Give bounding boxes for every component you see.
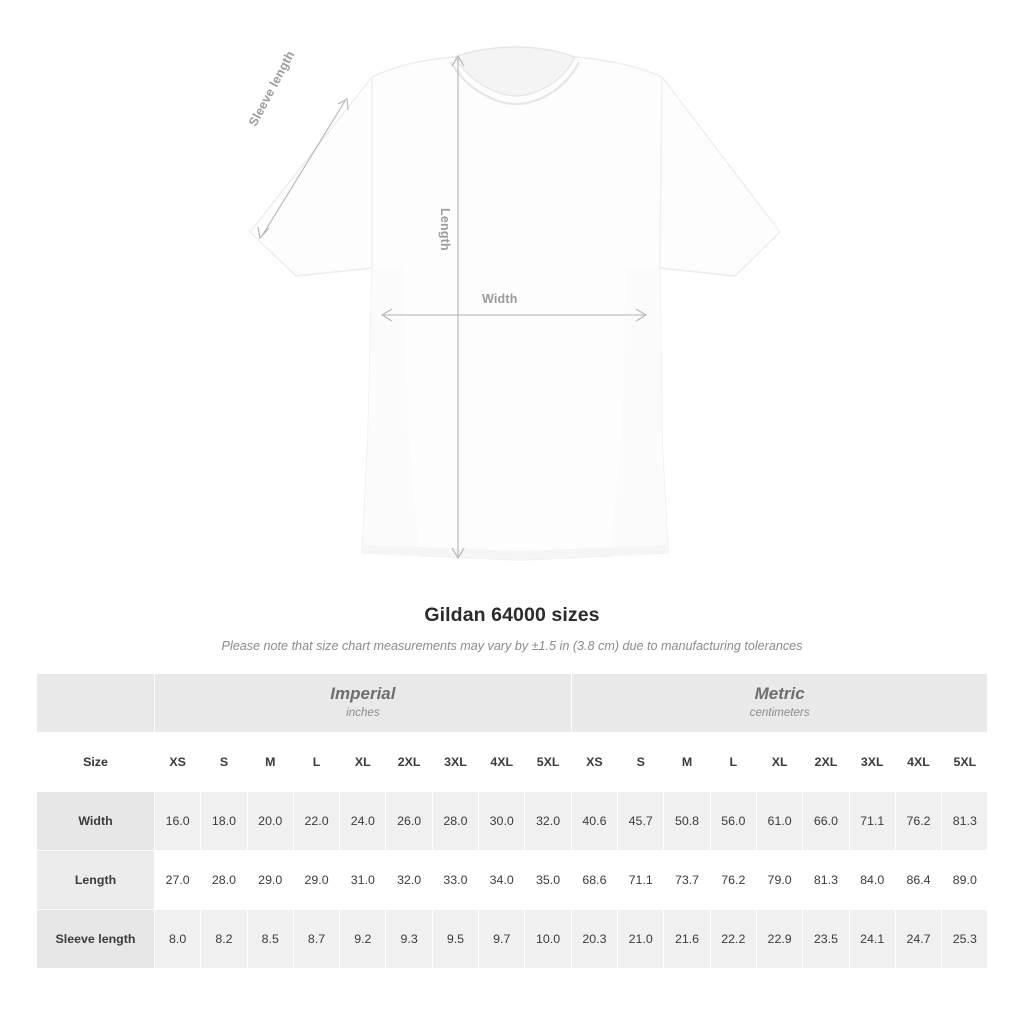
table-cell: 28.0 bbox=[201, 851, 247, 910]
unit-group-imperial bbox=[155, 674, 572, 733]
unit-name-metric: Metric bbox=[754, 684, 805, 704]
label-sleeve-length: Sleeve length bbox=[246, 48, 298, 129]
table-cell: 32.0 bbox=[525, 792, 571, 851]
size-header-cell: 3XL bbox=[432, 733, 478, 792]
table-cell: 50.8 bbox=[664, 792, 710, 851]
label-length: Length bbox=[438, 208, 452, 251]
size-header-cell: S bbox=[201, 733, 247, 792]
size-header-cell: XL bbox=[340, 733, 386, 792]
unit-sub-metric: centimeters bbox=[749, 706, 810, 720]
table-cell: 86.4 bbox=[895, 851, 941, 910]
size-label: Size bbox=[37, 733, 155, 792]
table-cell: 73.7 bbox=[664, 851, 710, 910]
table-cell: 27.0 bbox=[155, 851, 201, 910]
table-cell: 20.3 bbox=[571, 910, 617, 969]
size-header-cell: 2XL bbox=[386, 733, 432, 792]
size-table bbox=[36, 673, 988, 969]
table-cell: 31.0 bbox=[340, 851, 386, 910]
unit-name-imperial: Imperial bbox=[330, 684, 396, 704]
table-cell: 16.0 bbox=[155, 792, 201, 851]
table-cell: 8.2 bbox=[201, 910, 247, 969]
table-cell: 22.0 bbox=[293, 792, 339, 851]
table-cell: 22.2 bbox=[710, 910, 756, 969]
size-header-cell: 3XL bbox=[849, 733, 895, 792]
table-cell: 24.0 bbox=[340, 792, 386, 851]
table-row bbox=[37, 910, 988, 969]
table-cell: 21.0 bbox=[618, 910, 664, 969]
size-header-cell: M bbox=[247, 733, 293, 792]
table-cell: 61.0 bbox=[756, 792, 802, 851]
table-cell: 33.0 bbox=[432, 851, 478, 910]
table-cell: 35.0 bbox=[525, 851, 571, 910]
size-header-cell: 2XL bbox=[803, 733, 849, 792]
table-cell: 68.6 bbox=[571, 851, 617, 910]
table-cell: 45.7 bbox=[618, 792, 664, 851]
table-corner bbox=[37, 674, 155, 733]
size-header-cell: 5XL bbox=[525, 733, 571, 792]
table-cell: 40.6 bbox=[571, 792, 617, 851]
table-cell: 20.0 bbox=[247, 792, 293, 851]
table-cell: 9.2 bbox=[340, 910, 386, 969]
size-header-cell: XS bbox=[155, 733, 201, 792]
table-cell: 71.1 bbox=[618, 851, 664, 910]
label-width: Width bbox=[482, 292, 518, 306]
size-header-cell: S bbox=[618, 733, 664, 792]
table-cell: 26.0 bbox=[386, 792, 432, 851]
table-cell: 8.5 bbox=[247, 910, 293, 969]
row-label-width: Width bbox=[37, 792, 155, 851]
table-cell: 81.3 bbox=[803, 851, 849, 910]
table-cell: 18.0 bbox=[201, 792, 247, 851]
table-cell: 8.0 bbox=[155, 910, 201, 969]
table-cell: 23.5 bbox=[803, 910, 849, 969]
table-cell: 22.9 bbox=[756, 910, 802, 969]
table-cell: 24.1 bbox=[849, 910, 895, 969]
table-cell: 25.3 bbox=[942, 910, 988, 969]
title-block bbox=[0, 604, 1024, 653]
table-cell: 24.7 bbox=[895, 910, 941, 969]
table-cell: 76.2 bbox=[895, 792, 941, 851]
size-header-cell: 4XL bbox=[479, 733, 525, 792]
size-header-cell: XL bbox=[756, 733, 802, 792]
size-header-cell: 5XL bbox=[942, 733, 988, 792]
table-cell: 29.0 bbox=[293, 851, 339, 910]
table-cell: 10.0 bbox=[525, 910, 571, 969]
size-header-cell: M bbox=[664, 733, 710, 792]
table-row bbox=[37, 851, 988, 910]
size-header-cell: L bbox=[293, 733, 339, 792]
table-cell: 8.7 bbox=[293, 910, 339, 969]
table-cell: 32.0 bbox=[386, 851, 432, 910]
table-cell: 79.0 bbox=[756, 851, 802, 910]
unit-sub-imperial: inches bbox=[346, 706, 380, 720]
table-cell: 9.5 bbox=[432, 910, 478, 969]
size-header-cell: 4XL bbox=[895, 733, 941, 792]
table-cell: 21.6 bbox=[664, 910, 710, 969]
table-cell: 30.0 bbox=[479, 792, 525, 851]
table-cell: 9.3 bbox=[386, 910, 432, 969]
size-table-wrap bbox=[36, 673, 988, 969]
row-label-sleeve-length: Sleeve length bbox=[37, 910, 155, 969]
size-header-cell: XS bbox=[571, 733, 617, 792]
tolerance-note: Please note that size chart measurements may vary by ±1.5 in (3.8 cm) due to manufacturing tolerances bbox=[221, 639, 803, 653]
size-header-cell: L bbox=[710, 733, 756, 792]
size-header-row bbox=[37, 733, 988, 792]
unit-header-row bbox=[37, 674, 988, 733]
table-cell: 34.0 bbox=[479, 851, 525, 910]
table-cell: 81.3 bbox=[942, 792, 988, 851]
page-title: Gildan 64000 sizes bbox=[424, 604, 600, 626]
table-cell: 56.0 bbox=[710, 792, 756, 851]
table-cell: 84.0 bbox=[849, 851, 895, 910]
table-cell: 28.0 bbox=[432, 792, 478, 851]
table-cell: 66.0 bbox=[803, 792, 849, 851]
table-row bbox=[37, 792, 988, 851]
table-cell: 76.2 bbox=[710, 851, 756, 910]
table-cell: 29.0 bbox=[247, 851, 293, 910]
row-label-length: Length bbox=[37, 851, 155, 910]
table-cell: 9.7 bbox=[479, 910, 525, 969]
table-cell: 89.0 bbox=[942, 851, 988, 910]
table-cell: 71.1 bbox=[849, 792, 895, 851]
unit-group-metric bbox=[571, 674, 988, 733]
